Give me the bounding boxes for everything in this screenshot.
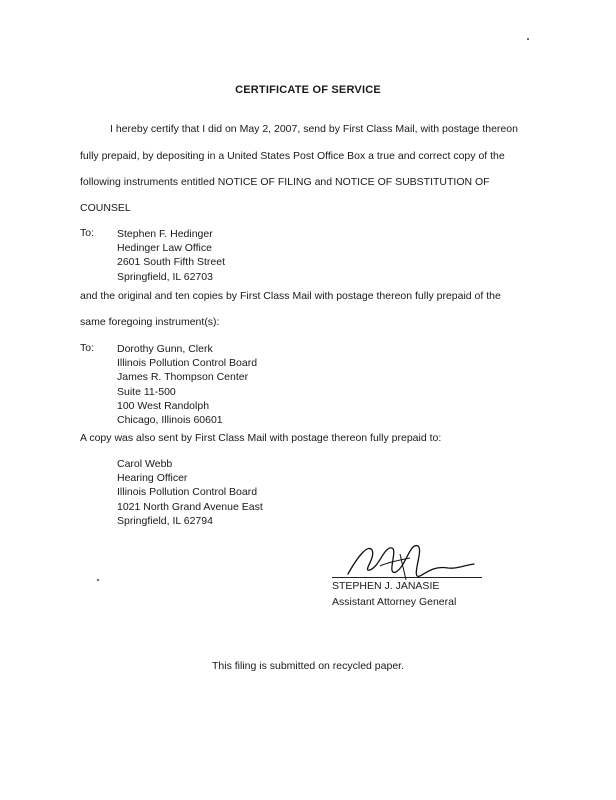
certification-line-3: following instruments entitled NOTICE OF FILING and NOTICE OF SUBSTITUTION OF [80,176,490,188]
signer-title: Assistant Attorney General [332,596,457,608]
recipient-address-block [117,227,225,284]
original-copies-line-2: same foregoing instrument(s): [80,316,220,328]
address-line: Hearing Officer [117,472,188,485]
document-title: CERTIFICATE OF SERVICE [235,84,381,96]
to-label: To: [80,227,95,239]
signature-line [332,577,482,578]
signature-scribble [340,536,480,586]
address-line: 2601 South Fifth Street [117,256,225,269]
recipient-address-block [117,342,257,427]
original-copies-line-1: and the original and ten copies by First Class Mail with postage thereon fully prepaid of the [80,290,501,302]
recycled-paper-note: This filing is submitted on recycled paper. [211,660,404,672]
certification-line-2: fully prepaid, by depositing in a United States Post Office Box a true and correct copy of the [80,150,505,162]
address-line: James R. Thompson Center [117,371,249,384]
recipient-address-block [117,457,263,528]
address-line: Dorothy Gunn, Clerk [117,343,213,355]
copy-sent-line: A copy was also sent by First Class Mail with postage thereon fully prepaid to: [80,432,442,444]
address-line: Illinois Pollution Control Board [117,486,258,499]
address-line: Springfield, IL 62794 [117,514,213,527]
certification-line-4: COUNSEL [80,202,131,214]
certification-line-1: I hereby certify that I did on May 2, 2007, send by First Class Mail, with postage thereon [110,123,518,135]
address-line: Stephen F. Hedinger [117,228,213,240]
address-line: Carol Webb [117,458,173,470]
scan-speck [97,579,99,581]
address-line: Illinois Pollution Control Board [117,357,258,370]
address-line: Hedinger Law Office [117,242,212,255]
signer-name: STEPHEN J. JANASIE [332,580,440,592]
address-line: 1021 North Grand Avenue East [117,500,263,513]
to-label: To: [80,342,95,354]
address-line: 100 West Randolph [117,399,210,412]
address-line: Suite 11-500 [117,385,176,398]
scan-speck [527,38,529,40]
address-line: Chicago, Illinois 60601 [117,414,223,427]
address-line: Springfield, IL 62703 [117,270,213,283]
